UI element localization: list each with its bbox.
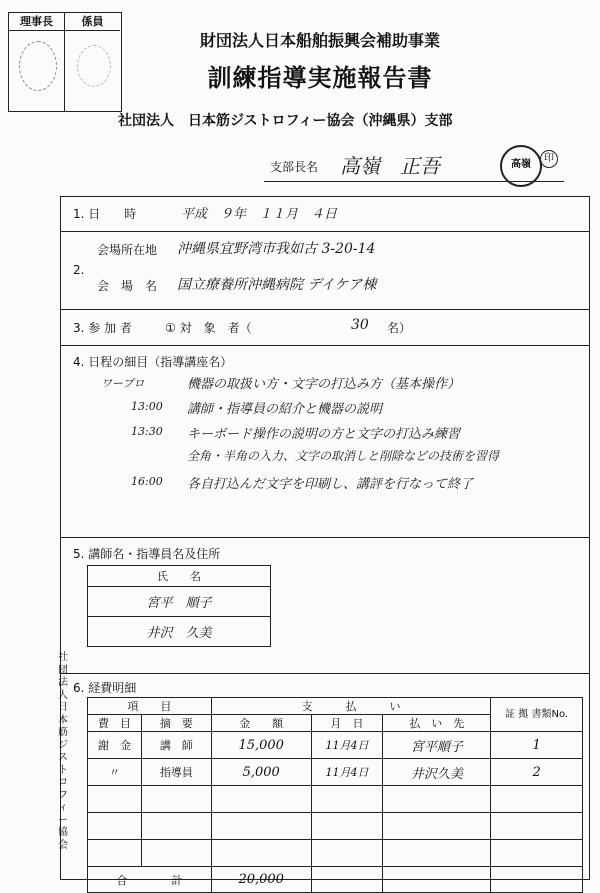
schedule-item: 全角・半角の入力、文字の取消しと削除などの技術を習得 bbox=[187, 449, 500, 463]
date-label: 1. 日 時 bbox=[73, 207, 137, 221]
venue-section-num: 2. bbox=[73, 263, 85, 277]
address-value: 沖縄県宜野湾市我如古 3-20-14 bbox=[177, 241, 376, 257]
total-label: 合 計 bbox=[88, 867, 212, 893]
report-form bbox=[60, 196, 590, 887]
organization-name: 社団法人 日本筋ジストロフィー協会（沖縄県）支部 bbox=[118, 113, 453, 129]
schedule-title: 4. 日程の細目（指導講座名） bbox=[73, 355, 233, 369]
date-cell: 11月4日 bbox=[311, 759, 383, 786]
payment-header: 支 払 い bbox=[211, 698, 490, 715]
instructor-name: 井沢 久美 bbox=[88, 617, 271, 647]
schedule-item: 各自打込んだ文字を印刷し、講評を行なって終了 bbox=[187, 477, 474, 492]
participant-count: 30 bbox=[351, 317, 369, 333]
branch-head-label: 支部長名 bbox=[270, 160, 319, 174]
schedule-time: 13:00 bbox=[131, 400, 163, 413]
staff-label: 係員 bbox=[65, 13, 120, 31]
director-label: 理事長 bbox=[9, 13, 65, 31]
seal-mark: 印 bbox=[540, 150, 558, 168]
participants-label: 3. 参 加 者 bbox=[73, 321, 132, 335]
cost-cell: 謝 金 bbox=[88, 732, 142, 759]
expense-title: 6. 経費明細 bbox=[73, 681, 137, 695]
table-row bbox=[88, 840, 583, 867]
amount-cell: 15,000 bbox=[211, 732, 311, 759]
director-seal bbox=[19, 41, 57, 91]
schedule-item: キーボード操作の説明の方と文字の打込み練習 bbox=[187, 427, 461, 442]
table-row bbox=[88, 786, 583, 813]
venue-label: 会 場 名 bbox=[97, 279, 158, 293]
payee-header: 払 い 先 bbox=[383, 715, 491, 732]
cost-cell: 〃 bbox=[88, 759, 142, 786]
payee-cell: 宮平順子 bbox=[383, 732, 491, 759]
description-header: 摘 要 bbox=[141, 715, 211, 732]
amount-header: 金 額 bbox=[211, 715, 311, 732]
date-cell: 11月4日 bbox=[311, 732, 383, 759]
table-row bbox=[88, 732, 583, 759]
amount-cell: 5,000 bbox=[211, 759, 311, 786]
evidence-header: 証 拠 書類No. bbox=[491, 698, 583, 732]
total-row bbox=[88, 867, 583, 893]
instructor-title: 5. 講師名・指導員名及住所 bbox=[73, 547, 221, 561]
schedule-item: 機器の取扱い方・文字の打込み方（基本操作） bbox=[187, 377, 461, 392]
item-header: 項 目 bbox=[88, 698, 212, 715]
expense-table bbox=[87, 697, 583, 893]
side-label-text: 社団法人日本筋ジストロフィー協会 bbox=[58, 652, 68, 851]
schedule-item: 講師・指導員の紹介と機器の説明 bbox=[187, 402, 383, 417]
schedule-time: 13:30 bbox=[131, 425, 163, 438]
target-label: ① 対 象 者（ bbox=[165, 321, 252, 335]
total-amount: 20,000 bbox=[211, 867, 311, 893]
schedule-time: ワープロ bbox=[101, 377, 145, 390]
page-title: 訓練指導実施報告書 bbox=[207, 64, 433, 92]
branch-seal: 高嶺 bbox=[500, 145, 542, 187]
side-organization-label bbox=[52, 652, 74, 852]
staff-seal bbox=[77, 45, 111, 87]
date-header: 月 日 bbox=[311, 715, 383, 732]
participant-unit: 名） bbox=[387, 321, 412, 335]
cost-header: 費 目 bbox=[88, 715, 142, 732]
branch-head-name: 高嶺 正吾 bbox=[340, 154, 440, 178]
venue-value: 国立療養所沖縄病院 デイケア棟 bbox=[177, 277, 377, 293]
evidence-cell: 2 bbox=[491, 759, 583, 786]
table-row bbox=[88, 813, 583, 840]
table-row bbox=[88, 759, 583, 786]
name-header: 氏 名 bbox=[88, 566, 271, 587]
stamp-box bbox=[8, 12, 122, 112]
evidence-cell: 1 bbox=[491, 732, 583, 759]
address-label: 会場所在地 bbox=[97, 243, 158, 257]
description-cell: 指導員 bbox=[141, 759, 211, 786]
schedule-time: 16:00 bbox=[131, 475, 163, 488]
date-value: 平成 ９年 １１月 ４日 bbox=[181, 207, 338, 222]
instructor-table bbox=[87, 565, 271, 647]
instructor-name: 宮平 順子 bbox=[88, 587, 271, 617]
description-cell: 講 師 bbox=[141, 732, 211, 759]
subsidy-line: 財団法人日本船舶振興会補助事業 bbox=[199, 31, 440, 50]
payee-cell: 井沢久美 bbox=[383, 759, 491, 786]
